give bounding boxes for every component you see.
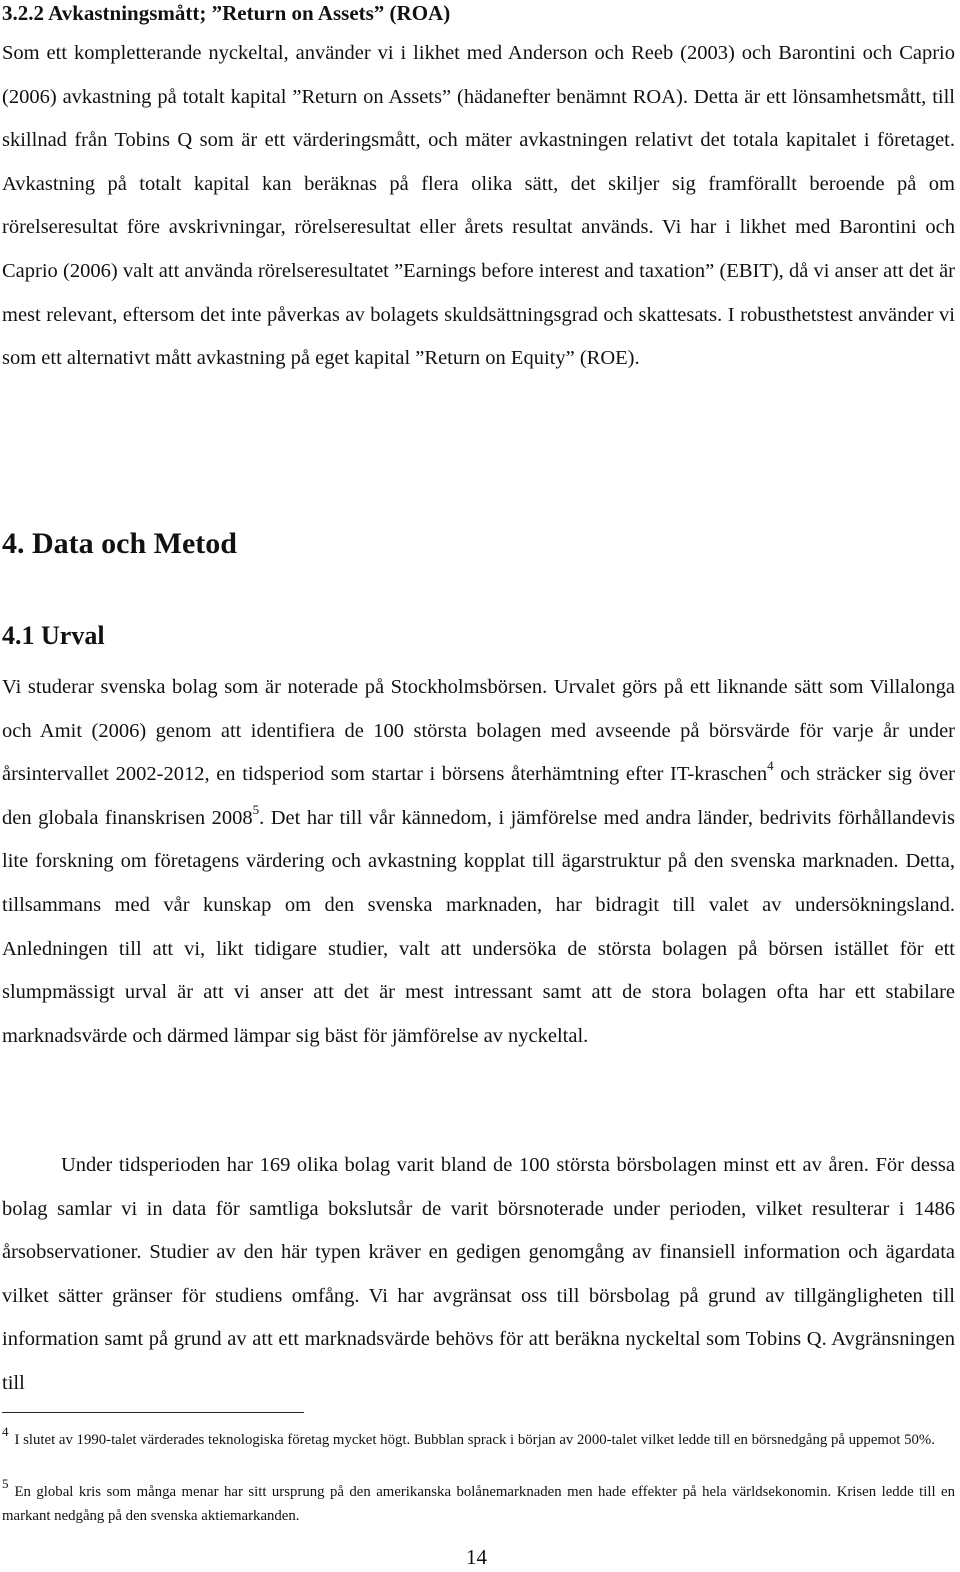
paragraph-tidsperiod: Under tidsperioden har 169 olika bolag varit bland de 100 största börsbolagen minst ett av åren. För dessa bolag samlar vi in data för samtliga bokslutsår de varit börsnoterade under perioden, vilket resulterar i 1486 årsobservationer. Studier av den här typen kräver en gedigen genomgång av finansiell information och ägardata vilket sätter gränser för studiens omfång. Vi har avgränsat oss till börsbolag på grund av tillgängligheten till information samt på grund av att ett marknadsvärde behövs för att beräkna nyckeltal som Tobins Q. Avgränsningen till: [2, 1154, 955, 1394]
section-heading-3-2-2: 3.2.2 Avkastningsmått; ”Return on Assets” (ROA): [2, 1, 451, 25]
chapter-heading-4: 4. Data och Metod: [2, 527, 237, 560]
footnote-5: [2, 1476, 955, 1528]
paragraph-roa: Som ett kompletterande nyckeltal, använder vi i likhet med Anderson och Reeb (2003) och Barontini och Caprio (2006) avkastning på totalt kapital ”Return on Assets” (hädanefter benämnt ROA). Detta är ett lönsamhetsmått, till skillnad från Tobins Q som är ett värderingsmått, och mäter avkastningen relativt det totala kapitalet i företaget. Avkastning på totalt kapital kan beräknas på flera olika sätt, det skiljer sig framförallt beroende på om rörelseresultat före avskrivningar, rörelseresultat eller årets resultat används. Vi har i likhet med Barontini och Caprio (2006) valt att använda rörelseresultatet ”Earnings before interest and taxation” (EBIT), då vi anser att det är mest relevant, eftersom det inte påverkas av bolagets skuldsättningsgrad och skattesats. I robusthetstest använder vi som ett alternativt mått avkastning på eget kapital ”Return on Equity” (ROE).: [2, 42, 955, 370]
footnote-number: 4: [2, 1424, 9, 1439]
footnote-text: En global kris som många menar har sitt ursprung på den amerikanska bolånemarknaden men hade effekter på hela världsekonomin. Krisen ledde till en markant nedgång på den svenska aktiemarkanden.: [2, 1484, 955, 1524]
footnote-ref-4[interactable]: 4: [767, 758, 774, 774]
footnote-separator: [2, 1412, 304, 1413]
paragraph-urval: [2, 666, 955, 1058]
paragraph-urval-part-2: och sträcker sig över den globala finanskrisen 2008: [2, 763, 955, 829]
footnote-4: [2, 1424, 955, 1452]
footnote-number: 5: [2, 1476, 9, 1491]
section-heading-4-1: 4.1 Urval: [2, 621, 105, 650]
page-number: 14: [466, 1545, 487, 1569]
footnote-text: I slutet av 1990-talet värderades teknologiska företag mycket högt. Bubblan sprack i början av 2000-talet vilket ledde till en börsnedgång på uppemot 50%.: [14, 1432, 935, 1448]
footnote-ref-5[interactable]: 5: [252, 801, 260, 817]
paragraph-urval-part-1: Vi studerar svenska bolag som är noterade på Stockholmsbörsen. Urvalet görs på ett liknande sätt som Villalonga och Amit (2006) genom att identifiera de 100 största bolagen med avseende på börsvärde för varje år under årsintervallet 2002-2012, en tidsperiod som startar i börsens återhämtning efter IT-kraschen: [2, 676, 955, 786]
paragraph-urval-part-3: . Det har till vår kännedom, i jämförelse med andra länder, bedrivits förhållandevis lite forskning om företagens värdering och avkastning kopplat till ägarstruktur på den svenska marknaden. Detta, tillsammans med vår kunskap om den svenska marknaden, har bidragit till valet av undersökningsland. Anledningen till att vi, likt tidigare studier, valt att undersöka de största bolagen på börsen istället för ett slumpmässigt urval är att vi anser att det är mest intressant samt att de stora bolagen ofta har ett stabilare marknadsvärde och därmed lämpar sig bäst för jämförelse av nyckeltal.: [2, 806, 955, 1047]
